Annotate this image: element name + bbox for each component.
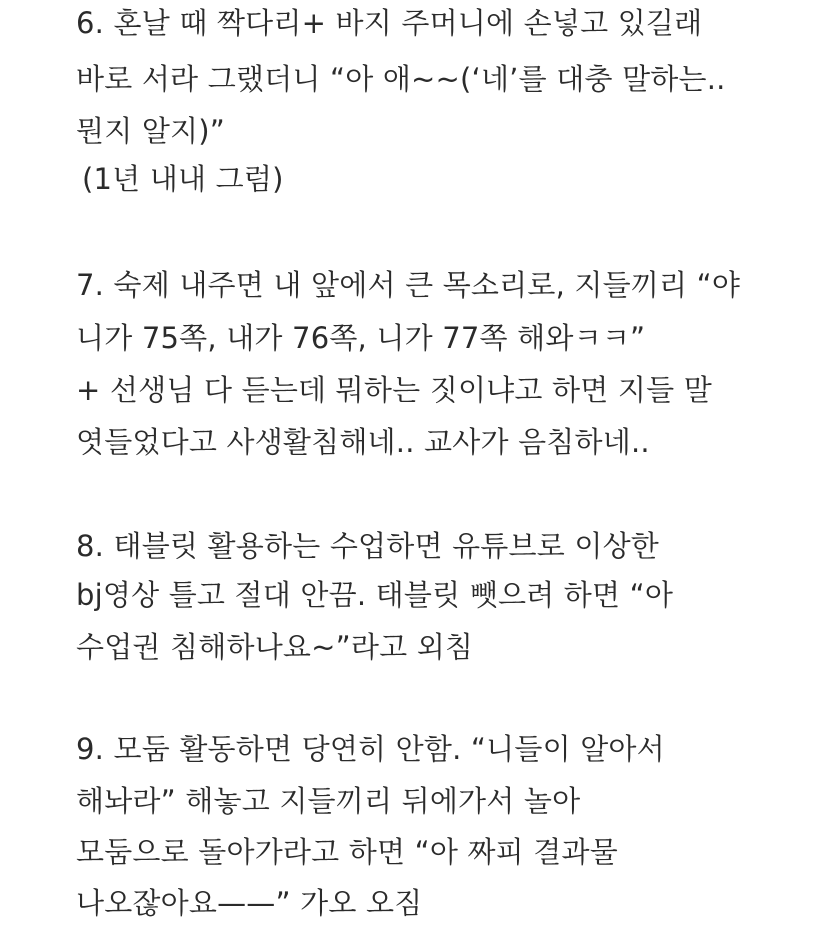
paragraph-line: 9. 모둠 활동하면 당연히 안함. “니들이 알아서 — [76, 732, 665, 766]
paragraph-line: 니가 75쪽, 내가 76쪽, 니가 77쪽 해와ㅋㅋ” — [76, 321, 646, 355]
paragraph-line: 나오잖아요——” 가오 오짐 — [76, 886, 423, 920]
paragraph-line: 뭔지 알지)” — [76, 114, 226, 148]
paragraph-line: 바로 서라 그랬더니 “아 애~~(‘네’를 대충 말하는.. — [76, 62, 726, 96]
paragraph-line: 수업권 침해하나요~”라고 외침 — [76, 630, 474, 664]
paragraph-line: (1년 내내 그럼) — [82, 162, 284, 196]
paragraph-line: 6. 혼날 때 짝다리+ 바지 주머니에 손넣고 있길래 — [76, 6, 703, 40]
paragraph-line: 7. 숙제 내주면 내 앞에서 큰 목소리로, 지들끼리 “야 — [76, 268, 741, 302]
paragraph-line: 모둠으로 돌아가라고 하면 “아 짜피 결과물 — [76, 835, 618, 869]
paragraph-line: + 선생님 다 듣는데 뭐하는 짓이냐고 하면 지들 말 — [76, 373, 712, 407]
paragraph-line: 엿들었다고 사생활침해네.. 교사가 음침하네.. — [76, 425, 650, 459]
paragraph-line: 8. 태블릿 활용하는 수업하면 유튜브로 이상한 — [76, 529, 660, 563]
paragraph-line: 해놔라” 해놓고 지들끼리 뒤에가서 놀아 — [76, 784, 581, 818]
paragraph-line: bj영상 틀고 절대 안끔. 태블릿 뺏으려 하면 “아 — [76, 578, 674, 612]
